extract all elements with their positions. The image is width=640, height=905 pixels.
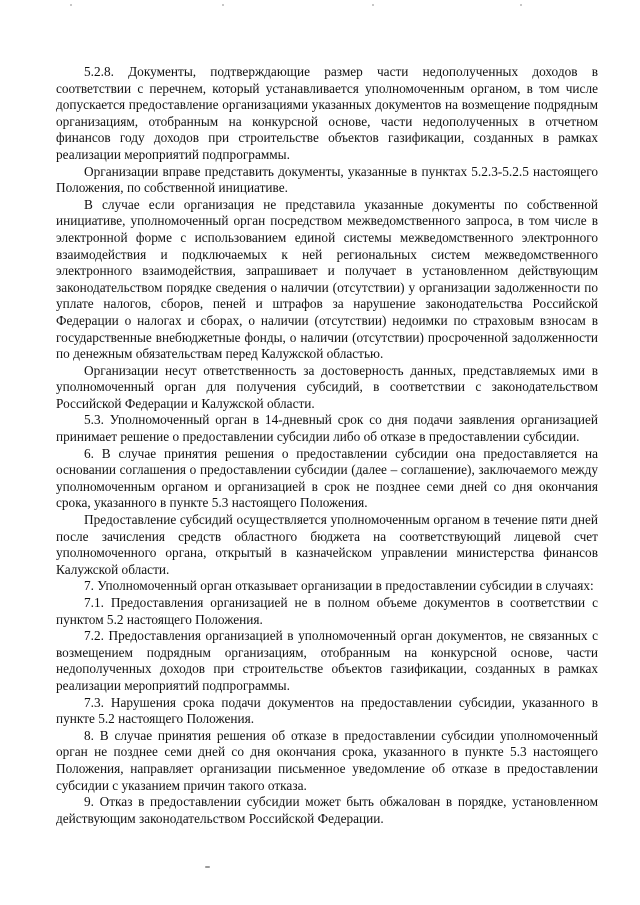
- scan-artifact: [520, 4, 522, 6]
- paragraph-7-1: 7.1. Предоставления организацией не в полном объеме документов в соответствии с пунктом 5.2 настоящего Положения.: [56, 595, 598, 627]
- paragraph-9: 9. Отказ в предоставлении субсидии может быть обжалован в порядке, установленном действующим законодательством Российской Федерации.: [56, 794, 598, 826]
- paragraph-subsidy-provision: Предоставление субсидий осуществляется уполномоченным органом в течение пяти дней после зачисления средств областного бюджета на соответствующий лицевой счет уполномоченного органа, открытый в казначейском управлении министерства финансов Калужской области.: [56, 512, 598, 577]
- document-page: [56, 64, 598, 827]
- paragraph-7-2: 7.2. Предоставления организацией в уполномоченный орган документов, не связанных с возмещением подрядным организациям, отобранным на конкурсной основе, части недополученных доходов при строительстве объектов газификации, созданных в рамках реализации мероприятий подпрограммы.: [56, 628, 598, 693]
- paragraph-5-3: 5.3. Уполномоченный орган в 14-дневный срок со дня подачи заявления организацией принимает решение о предоставлении субсидии либо об отказе в предоставлении субсидии.: [56, 412, 598, 445]
- scan-artifact: [222, 4, 224, 6]
- paragraph-7-3: 7.3. Нарушения срока подачи документов на предоставлении субсидии, указанного в пункте 5.2 настоящего Положения.: [56, 694, 598, 727]
- paragraph-own-initiative: Организации вправе представить документы, указанные в пунктах 5.2.3-5.2.5 настоящего Положения, по собственной инициативе.: [56, 163, 598, 196]
- paragraph-responsibility: Организации несут ответственность за достоверность данных, представляемых ими в уполномоченный орган для получения субсидий, в соответствии с законодательством Российской Федерации и Калужской области.: [56, 362, 598, 411]
- scan-artifact: [205, 866, 210, 868]
- paragraph-8: 8. В случае принятия решения об отказе в предоставлении субсидии уполномоченный орган не позднее семи дней со дня окончания срока, указанного в пункте 5.3 настоящего Положения, направляет организации письменное уведомление об отказе в предоставлении субсидии с указанием причин такого отказа.: [56, 727, 598, 793]
- paragraph-7: 7. Уполномоченный орган отказывает организации в предоставлении субсидии в случаях:: [84, 578, 594, 594]
- scan-artifact: [372, 4, 374, 6]
- paragraph-6: 6. В случае принятия решения о предоставлении субсидии она предоставляется на основании соглашения о предоставлении субсидии (далее – соглашение), заключаемого между уполномоченным органом и организацией в срок не позднее семи дней со дня окончания срока, указанного в пункте 5.3 настоящего Положения.: [56, 445, 598, 511]
- paragraph-5-2-8: 5.2.8. Документы, подтверждающие размер части недополученных доходов в соответствии с перечнем, который устанавливается уполномоченным органом, в том числе допускается предоставление организациями указанных документов на возмещение подрядным организациям, отобранным на конкурсной основе, части недополученных в отчетном финансов году доходов при строительстве объектов газификации, созданных в рамках реализации мероприятий подпрограммы.: [56, 64, 598, 162]
- scan-artifact: [70, 4, 72, 6]
- paragraph-interagency-request: В случае если организация не представила указанные документы по собственной инициативе, уполномоченный орган посредством межведомственного запроса, в том числе в электронной форме с использованием единой системы межведомственного электронного взаимодействия и подключаемых к ней региональных систем межведомственного электронного взаимодействия, запрашивает и получает в установленном действующим законодательством порядке сведения о наличии (отсутствии) у организации задолженности по уплате налогов, сборов, пеней и штрафов за нарушение законодательства Российской Федерации о налогах и сборах, о наличии (отсутствии) недоимки по страховым взносам в государственные внебюджетные фонды, о наличии (отсутствии) просроченной задолженности по денежным обязательствам перед Калужской областью.: [56, 196, 598, 362]
